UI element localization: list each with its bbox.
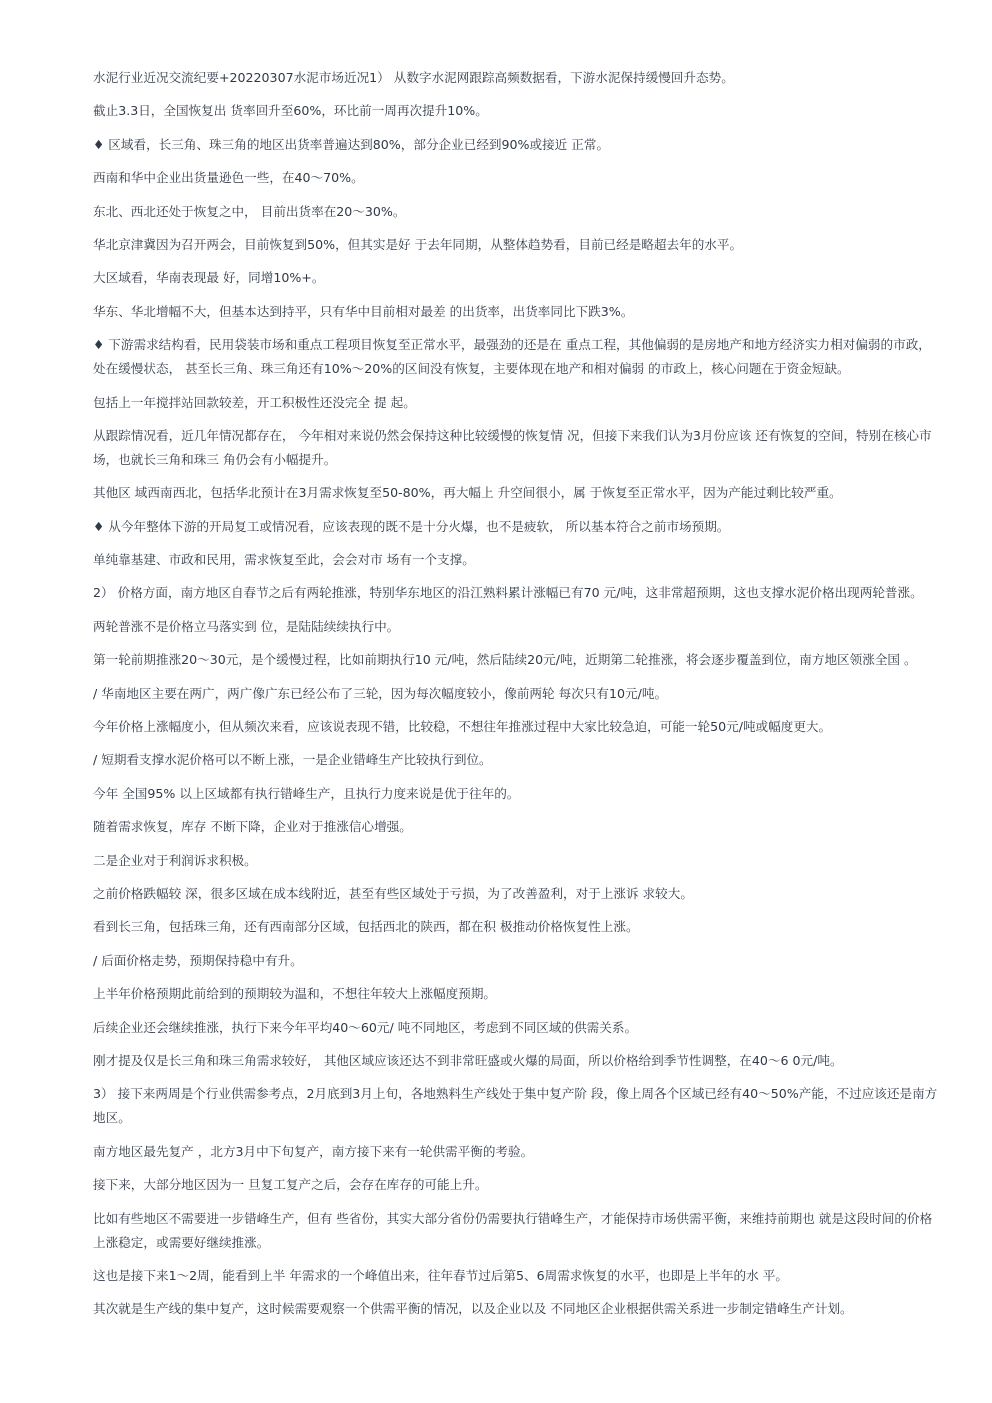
paragraph: 这也是接下来1～2周，能看到上半 年需求的一个峰值出来，往年春节过后第5、6周需求恢复的水平，也即是上半年的水 平。 <box>93 1267 788 1283</box>
paragraph: 华东、华北增幅不大，但基本达到持平，只有华中目前相对最差 的出货率，出货率同比下跌3%。 <box>93 303 634 319</box>
paragraph: / 后面价格走势，预期保持稳中有升。 <box>93 952 303 968</box>
paragraph: 随着需求恢复，库存 不断下降，企业对于推涨信心增强。 <box>93 819 412 835</box>
paragraph: 上半年价格预期此前给到的预期较为温和，不想往年较大上涨幅度预期。 <box>93 986 496 1002</box>
paragraph: / 华南地区主要在两广，两广像广东已经公布了三轮，因为每次幅度较小，像前两轮 每次只有10元/吨。 <box>93 685 668 701</box>
paragraph: 截止3.3日，全国恢复出 货率回升至60%，环比前一周再次提升10%。 <box>93 103 488 119</box>
paragraph: 西南和华中企业出货量逊色一些，在40～70%。 <box>93 170 364 186</box>
paragraph: 第一轮前期推涨20～30元，是个缓慢过程，比如前期执行10 元/吨，然后陆续20元/吨，近期第二轮推涨，将会逐步覆盖到位，南方地区领涨全国 。 <box>93 652 917 668</box>
paragraph: 今年价格上涨幅度小，但从频次来看，应该说表现不错，比较稳，不想往年推涨过程中大家比较急迫，可能一轮50元/吨或幅度更大。 <box>93 719 832 735</box>
paragraph: 南方地区最先复产 ，北方3月中下旬复产，南方接下来有一轮供需平衡的考验。 <box>93 1143 534 1159</box>
paragraph: 比如有些地区不需要进一步错峰生产，但有 些省份，其实大部分省份仍需要执行错峰生产，才能保持市场供需平衡，来维持前期也 就是这段时间的价格上涨稳定，或需要好继续推涨。 <box>93 1210 933 1250</box>
paragraph: 水泥行业近况交流纪要+20220307水泥市场近况1） 从数字水泥网跟踪高频数据看，下游水泥保持缓慢回升态势。 <box>93 70 734 85</box>
paragraph: 大区域看，华南表现最 好，同增10%+。 <box>93 270 325 286</box>
paragraph: 东北、西北还处于恢复之中， 目前出货率在20～30%。 <box>93 203 406 219</box>
paragraph: 其次就是生产线的集中复产，这时候需要观察一个供需平衡的情况，以及企业以及 不同地区企业根据供需关系进一步制定错峰生产计划。 <box>93 1301 853 1317</box>
document-body <box>93 66 943 1331</box>
paragraph: 两轮普涨不是价格立马落实到 位，是陆陆续续执行中。 <box>93 618 400 634</box>
paragraph: ♦ 区域看，长三角、珠三角的地区出货率普遍达到80%，部分企业已经到90%或接近 正常。 <box>93 136 610 152</box>
paragraph: 之前价格跌幅较 深，很多区域在成本线附近，甚至有些区域处于亏损，为了改善盈利，对于上涨诉 求较大。 <box>93 885 693 901</box>
paragraph: 后续企业还会继续推涨，执行下来今年平均40～60元/ 吨不同地区，考虑到不同区域的供需关系。 <box>93 1019 638 1035</box>
paragraph: 今年 全国95% 以上区域都有执行错峰生产，且执行力度来说是优于往年的。 <box>93 785 520 801</box>
paragraph: 从跟踪情况看，近几年情况都存在， 今年相对来说仍然会保持这种比较缓慢的恢复情 况，但接下来我们认为3月份应该 还有恢复的空间，特别在核心市场，也就长三角和珠三 角仍会有小幅提升。 <box>93 427 932 467</box>
paragraph: 包括上一年搅拌站回款较差，开工积极性还没完全 提 起。 <box>93 394 416 410</box>
paragraph: 3） 接下来两周是个行业供需参考点，2月底到3月上旬，各地熟料生产线处于集中复产阶 段，像上周各个区域已经有40～50%产能，不过应该还是南方地区。 <box>93 1086 938 1126</box>
paragraph: 刚才提及仅是长三角和珠三角需求较好， 其他区域应该还达不到非常旺盛或火爆的局面，所以价格给到季节性调整，在40～6 0元/吨。 <box>93 1052 843 1068</box>
paragraph: 2） 价格方面，南方地区自春节之后有两轮推涨，特别华东地区的沿江熟料累计涨幅已有70 元/吨，这非常超预期，这也支撑水泥价格出现两轮普涨。 <box>93 585 923 601</box>
paragraph: 华北京津冀因为召开两会，目前恢复到50%，但其实是好 于去年同期，从整体趋势看，目前已经是略超去年的水平。 <box>93 236 743 252</box>
paragraph: 单纯靠基建、市政和民用，需求恢复至此，会会对市 场有一个支撑。 <box>93 552 475 568</box>
paragraph: 看到长三角，包括珠三角，还有西南部分区域，包括西北的陕西，都在积 极推动价格恢复性上涨。 <box>93 919 639 935</box>
paragraph: / 短期看支撑水泥价格可以不断上涨，一是企业错峰生产比较执行到位。 <box>93 752 492 768</box>
paragraph: 接下来，大部分地区因为一 旦复工复产之后，会存在库存的可能上升。 <box>93 1177 488 1193</box>
paragraph: ♦ 下游需求结构看，民用袋装市场和重点工程项目恢复至正常水平，最强劲的还是在 重点工程，其他偏弱的是房地产和地方经济实力相对偏弱的市政，处在缓慢状态， 甚至长三角、珠三角还有10%～20%的区间没有恢复，主要体现在地产和相对偏弱 的市政上，核心问题在于资金短缺。 <box>93 337 931 377</box>
paragraph: ♦ 从今年整体下游的开局复工或情况看，应该表现的既不是十分火爆，也不是疲软， 所以基本符合之前市场预期。 <box>93 518 730 534</box>
paragraph: 二是企业对于利润诉求积极。 <box>93 852 257 868</box>
paragraph: 其他区 域西南西北，包括华北预计在3月需求恢复至50-80%，再大幅上 升空间很小，属 于恢复至正常水平，因为产能过剩比较严重。 <box>93 485 842 501</box>
